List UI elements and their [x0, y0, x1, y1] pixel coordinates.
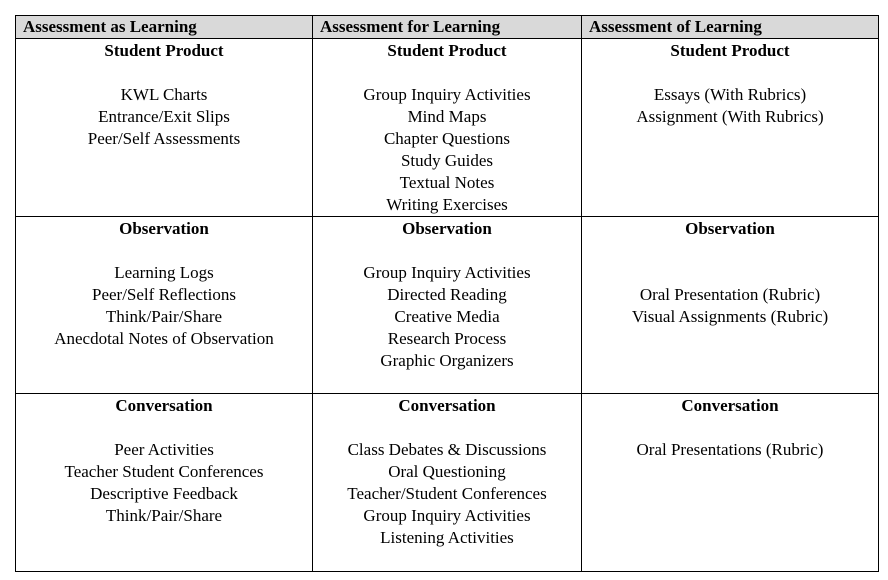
table-cell: [16, 217, 313, 394]
column-header-of-learning: Assessment of Learning: [582, 16, 879, 39]
list-item: Think/Pair/Share: [105, 506, 223, 525]
list-item: Peer/Self Reflections: [92, 285, 236, 304]
list-item: Class Debates & Discussions: [347, 440, 547, 459]
list-item: Think/Pair/Share: [105, 307, 223, 326]
cell-heading: Conversation: [398, 396, 496, 415]
list-item: Peer Activities: [114, 440, 214, 459]
cell-heading: Student Product: [670, 41, 790, 60]
table-cell: [313, 394, 582, 572]
list-item: Graphic Organizers: [380, 351, 514, 370]
column-header-for-learning: Assessment for Learning: [313, 16, 582, 39]
cell-heading: Observation: [402, 219, 492, 238]
list-item: Visual Assignments (Rubric): [631, 307, 829, 326]
list-item: Creative Media: [394, 307, 500, 326]
list-item: Essays (With Rubrics): [653, 85, 807, 104]
table-cell: [582, 217, 879, 394]
table-cell: [313, 217, 582, 394]
table-row: [16, 217, 879, 394]
cell-heading: Conversation: [115, 396, 213, 415]
table-cell: [582, 394, 879, 572]
table-cell: [582, 39, 879, 217]
list-item: Oral Presentations (Rubric): [636, 440, 824, 459]
cell-heading: Conversation: [681, 396, 779, 415]
list-item: Group Inquiry Activities: [363, 263, 531, 282]
list-item: Directed Reading: [387, 285, 507, 304]
list-item: Assignment (With Rubrics): [636, 107, 824, 126]
list-item: Oral Presentation (Rubric): [639, 285, 821, 304]
list-item: Group Inquiry Activities: [363, 506, 531, 525]
list-item: Group Inquiry Activities: [363, 85, 531, 104]
table-row: [16, 39, 879, 217]
list-item: Teacher Student Conferences: [64, 462, 264, 481]
list-item: Writing Exercises: [386, 195, 508, 214]
list-item: Research Process: [387, 329, 507, 348]
assessment-table: [15, 15, 879, 572]
table-cell: [16, 39, 313, 217]
cell-heading: Observation: [685, 219, 775, 238]
cell-heading: Observation: [119, 219, 209, 238]
list-item: Textual Notes: [399, 173, 495, 192]
cell-heading: Student Product: [387, 41, 507, 60]
list-item: KWL Charts: [120, 85, 208, 104]
list-item: Anecdotal Notes of Observation: [54, 329, 274, 348]
column-header-as-learning: Assessment as Learning: [16, 16, 313, 39]
table-cell: [313, 39, 582, 217]
list-item: Study Guides: [400, 151, 494, 170]
list-item: Learning Logs: [114, 263, 214, 282]
cell-heading: Student Product: [104, 41, 224, 60]
table-row: [16, 394, 879, 572]
list-item: Teacher/Student Conferences: [347, 484, 547, 503]
list-item: Peer/Self Assessments: [87, 129, 241, 148]
list-item: Oral Questioning: [388, 462, 506, 481]
table-cell: [16, 394, 313, 572]
list-item: Listening Activities: [380, 528, 514, 547]
list-item: Entrance/Exit Slips: [98, 107, 230, 126]
list-item: Mind Maps: [407, 107, 487, 126]
list-item: Chapter Questions: [383, 129, 511, 148]
header-row: [16, 16, 879, 39]
list-item: Descriptive Feedback: [90, 484, 238, 503]
